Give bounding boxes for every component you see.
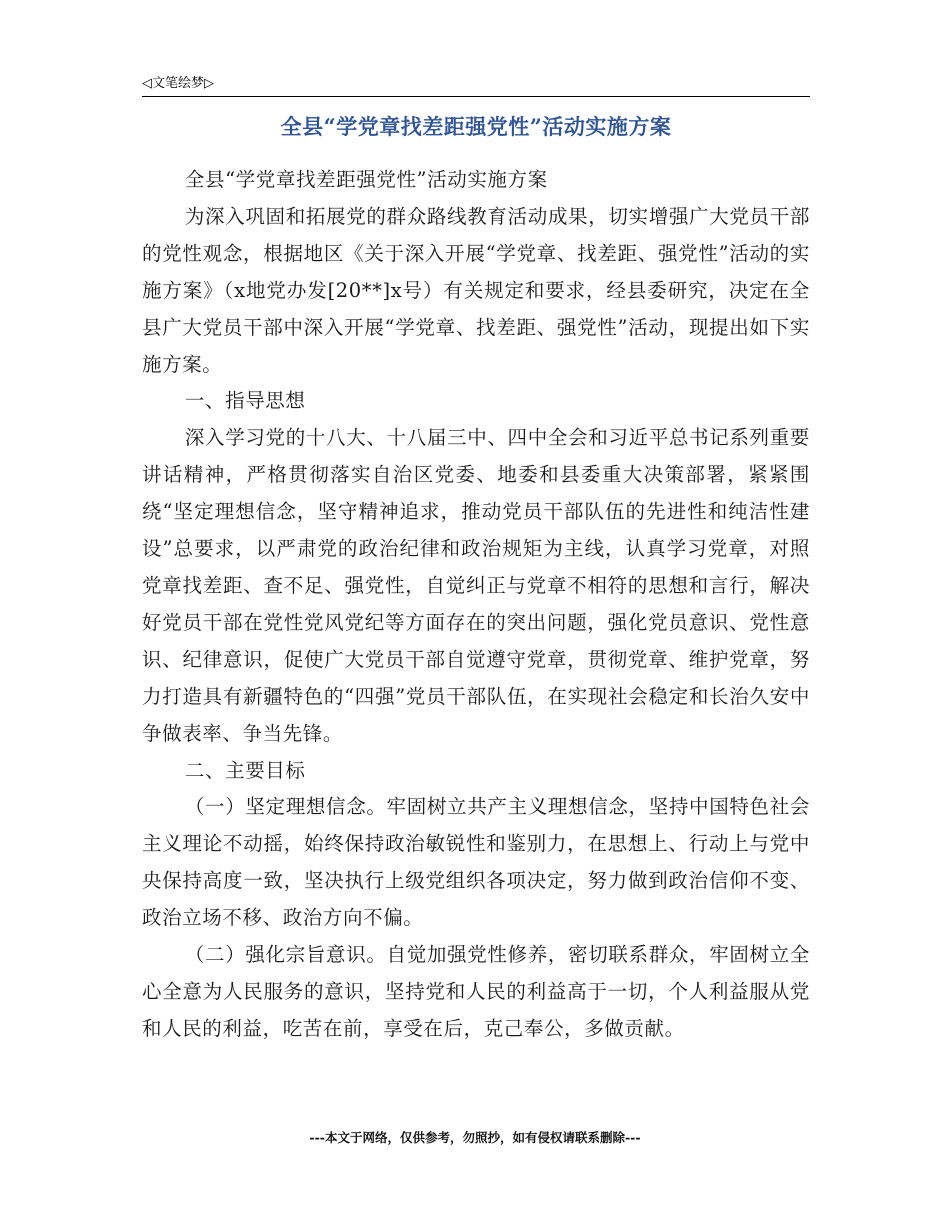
body-paragraph: （二）强化宗旨意识。自觉加强党性修养，密切联系群众，牢固树立全心全意为人民服务的意识，坚持党和人民的利益高于一切，个人利益服从党和人民的利益，吃苦在前，享受在后，克己奉公，多做贡献。 (142, 943, 810, 1040)
left-triangle-icon: ◁ (142, 76, 152, 91)
page-header (142, 76, 810, 97)
right-triangle-icon: ▷ (204, 76, 215, 91)
body-paragraph: 全县“学党章找差距强党性”活动实施方案 (184, 168, 548, 191)
document-title: 全县“学党章找差距强党性”活动实施方案 (280, 114, 672, 139)
page-footer: ---本文于网络，仅供参考，勿照抄，如有侵权请联系删除--- (309, 1130, 641, 1145)
header-brand: 文笔绘梦 (152, 76, 205, 91)
body-paragraph: （一）坚定理想信念。牢固树立共产主义理想信念，坚持中国特色社会主义理论不动摇，始终保持政治敏锐性和鉴别力，在思想上、行动上与党中央保持高度一致，坚决执行上级党组织各项决定，努力做到政治信仰不变、政治立场不移、政治方向不偏。 (142, 795, 810, 930)
section-heading: 二、主要目标 (184, 758, 306, 782)
document-body (142, 162, 810, 1048)
section-heading: 一、指导思想 (184, 389, 306, 413)
body-paragraph: 深入学习党的十八大、十八届三中、四中全会和习近平总书记系列重要讲话精神，严格贯彻落实自治区党委、地委和县委重大决策部署，紧紧围绕“坚定理想信念，坚守精神追求，推动党员干部队伍的先进性和纯洁性建设”总要求，以严肃党的政治纪律和政治规矩为主线，认真学习党章，对照党章找差距、查不足、强党性，自觉纠正与党章不相符的思想和言行，解决好党员干部在党性党风党纪等方面存在的突出问题，强化党员意识、党性意识、纪律意识，促使广大党员干部自觉遵守党章，贯彻党章、维护党章，努力打造具有新疆特色的“四强”党员干部队伍，在实现社会稳定和长治久安中争做表率、争当先锋。 (142, 426, 810, 745)
body-paragraph: 为深入巩固和拓展党的群众路线教育活动成果，切实增强广大党员干部的党性观念，根据地区《关于深入开展“学党章、找差距、强党性”活动的实施方案》（x地党办发[20**]x号）有关规定和要求，经县委研究，决定在全县广大党员干部中深入开展“学党章、找差距、强党性”活动，现提出如下实施方案。 (142, 204, 810, 376)
